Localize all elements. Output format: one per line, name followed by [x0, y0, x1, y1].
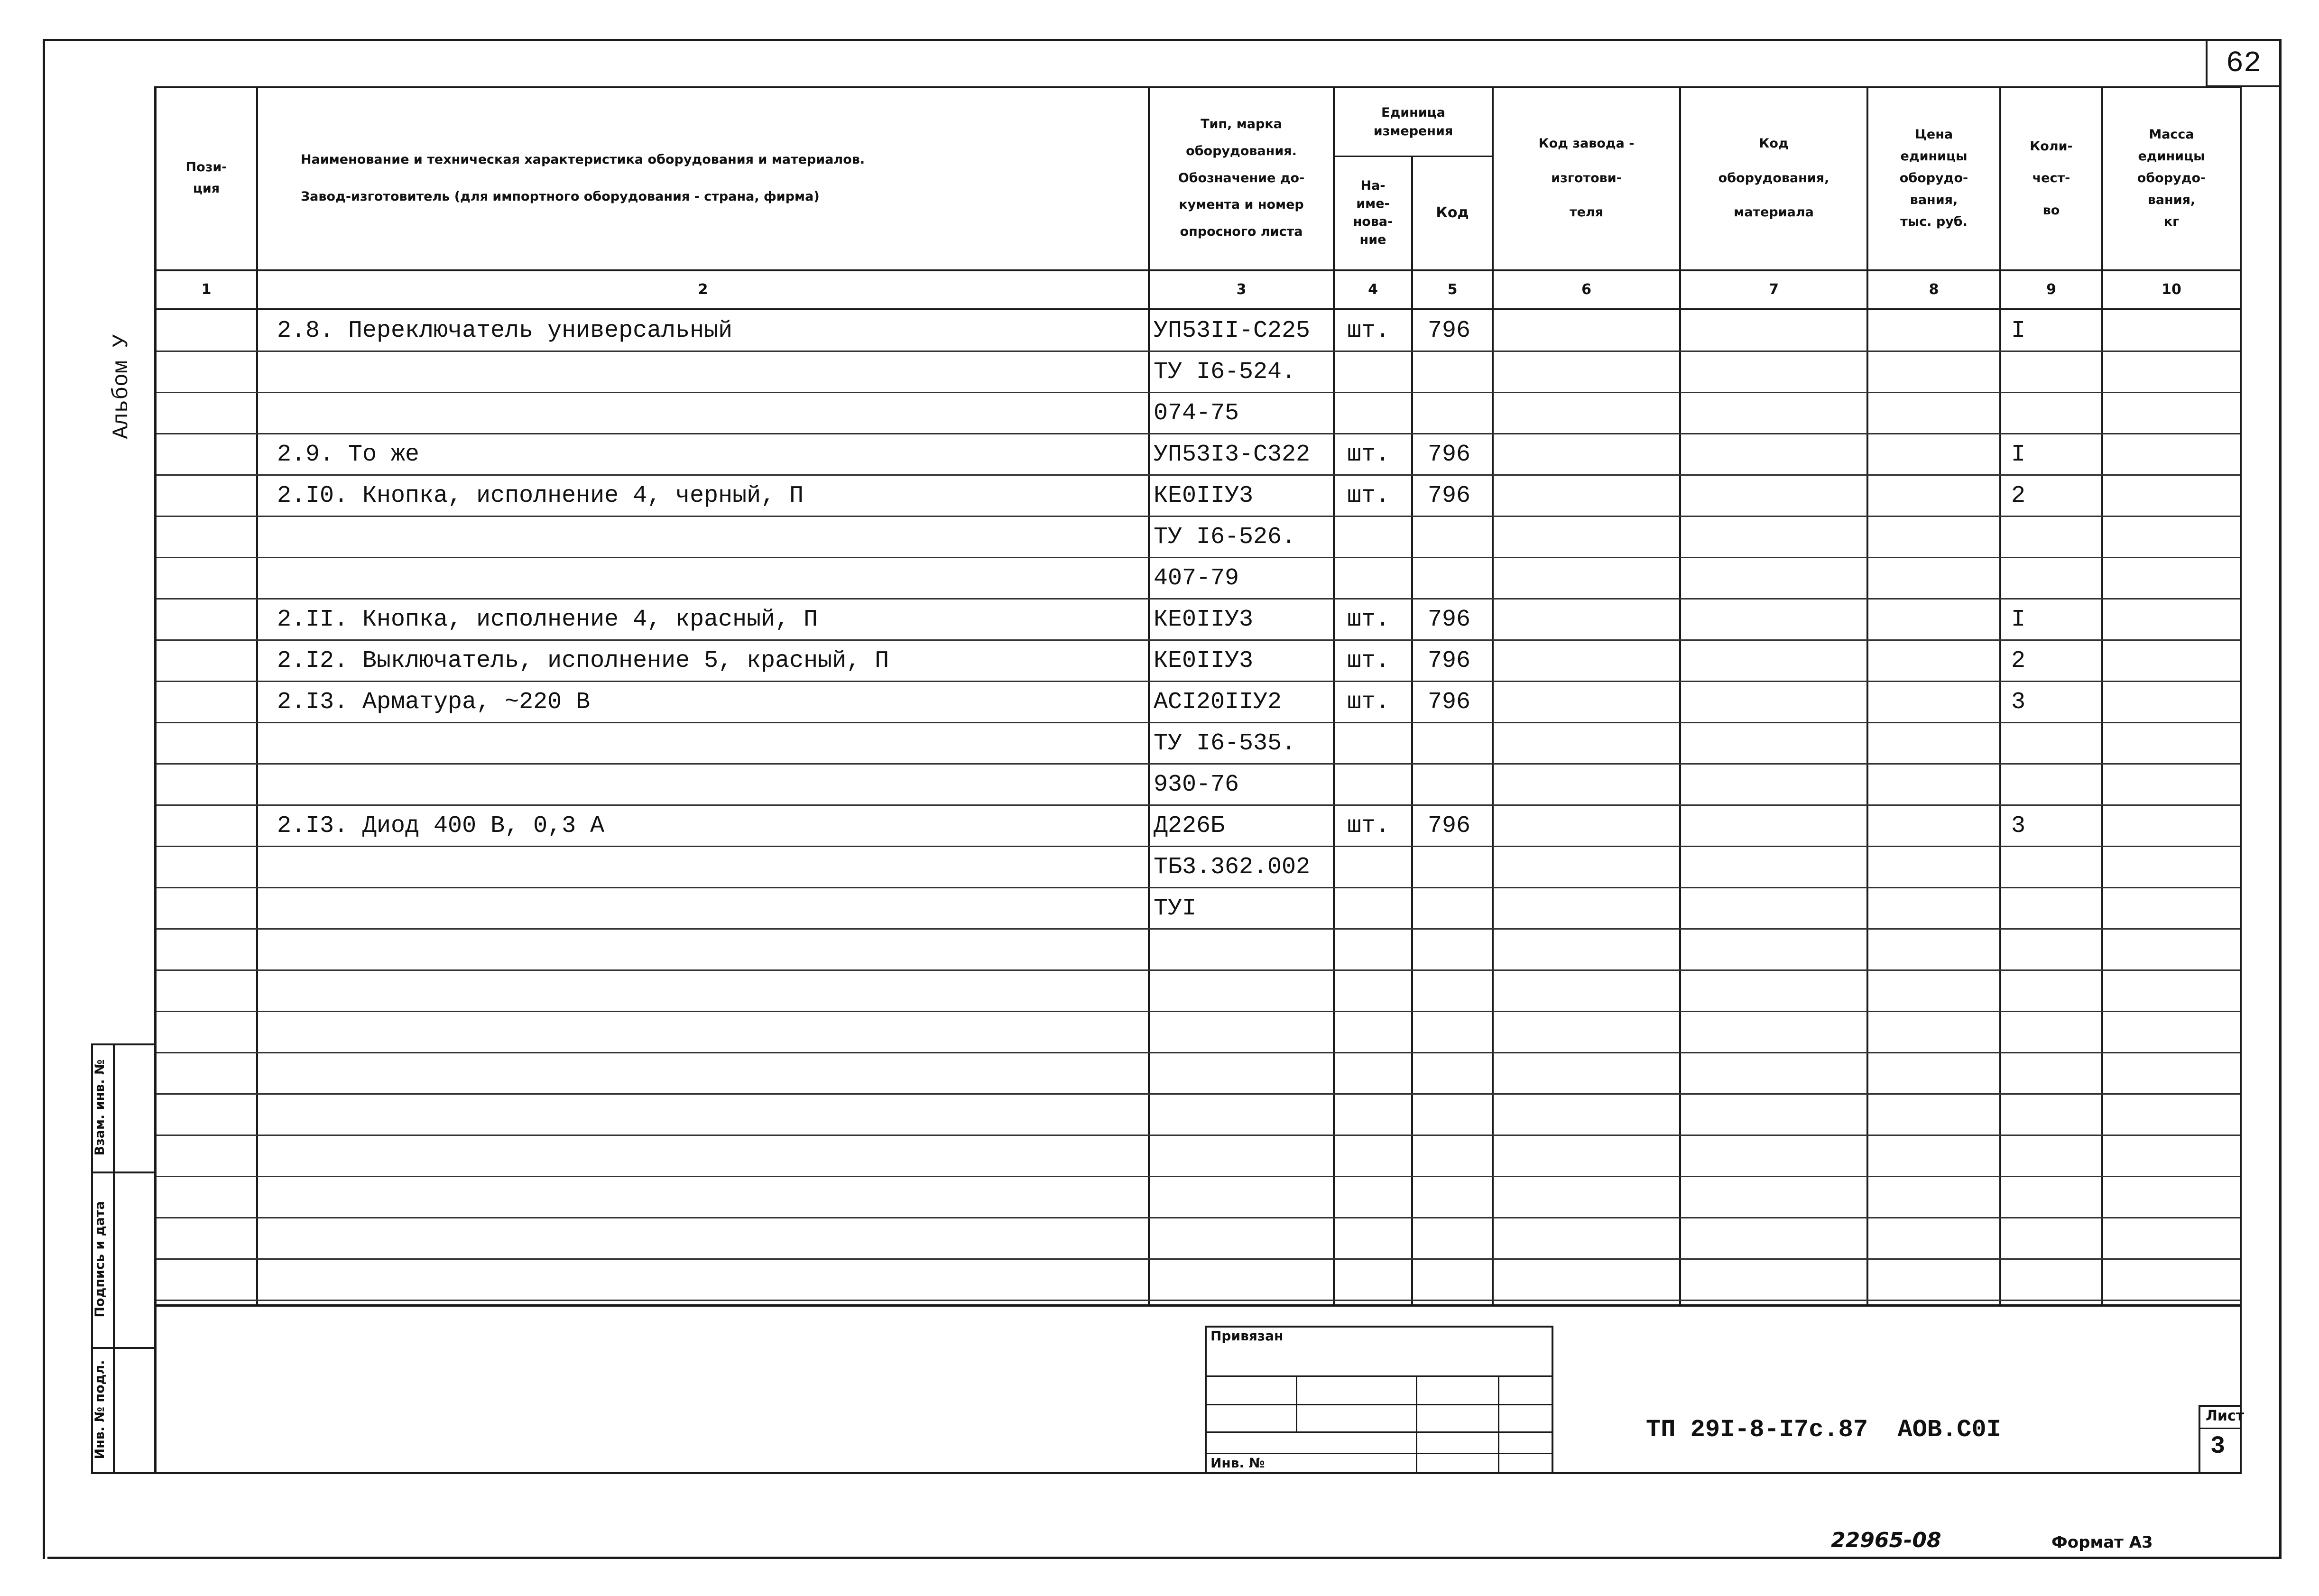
tb-v1 — [1296, 1375, 1297, 1432]
page-number-box-left — [2206, 39, 2208, 86]
row-separator — [157, 351, 2240, 352]
row-type: УП53II-С225 — [1154, 317, 1311, 344]
archive-number: 22965-08 — [1831, 1528, 1941, 1552]
col-line-3 — [1333, 86, 1335, 1305]
row-unit-code: 796 — [1428, 317, 1471, 344]
row-quantity: I — [2011, 606, 2026, 633]
row-unit-code: 796 — [1428, 482, 1471, 509]
stamp-bottom — [91, 1472, 155, 1474]
colnum-10: 10 — [2162, 281, 2181, 298]
row-unit: шт. — [1347, 317, 1390, 344]
row-type: 407-79 — [1154, 565, 1239, 592]
row-unit: шт. — [1347, 482, 1390, 509]
row-type: 074-75 — [1154, 400, 1239, 427]
colnum-1: 1 — [201, 281, 212, 298]
row-separator — [157, 598, 2240, 600]
row-separator — [157, 392, 2240, 393]
row-type: ТБ3.362.002 — [1154, 854, 1311, 881]
bottom-strip-right — [2240, 1304, 2242, 1474]
stamp-divider — [113, 1043, 115, 1474]
row-separator — [157, 763, 2240, 765]
row-name: 2.I0. Кнопка, исполнение 4, черный, П — [277, 482, 804, 509]
document-code: ТП 29I-8-I7с.87 АОВ.С0I — [1646, 1416, 2001, 1444]
row-type: ТУ I6-524. — [1154, 359, 1296, 386]
row-separator — [157, 681, 2240, 682]
header-position: Пози- ция — [185, 160, 227, 196]
col-line-2 — [1148, 86, 1150, 1305]
row-quantity: I — [2011, 317, 2026, 344]
row-type: 930-76 — [1154, 771, 1239, 798]
header-type: Тип, марка оборудования. Обозначение до- кумента и номер опросного листа — [1178, 117, 1305, 240]
row-separator — [157, 1093, 2240, 1095]
row-name: 2.8. Переключатель универсальный — [277, 317, 733, 344]
colnum-5: 5 — [1447, 281, 1458, 298]
col-line-8 — [1999, 86, 2001, 1305]
header-name: Наименование и техническая характеристика оборудования и материалов. Завод-изготовитель (для импортного оборудования - страна, фирма) — [301, 152, 865, 204]
row-unit: шт. — [1347, 441, 1390, 468]
header-price: Цена единицы оборудо- вания, тыс. руб. — [1899, 127, 1968, 229]
row-name: 2.II. Кнопка, исполнение 4, красный, П — [277, 606, 818, 633]
row-unit-code: 796 — [1428, 689, 1471, 716]
colnum-4: 4 — [1368, 281, 1378, 298]
tb-right — [1552, 1326, 1553, 1474]
row-unit: шт. — [1347, 689, 1390, 716]
col-line-1 — [256, 86, 258, 1305]
header-equip-code: Код оборудования, материала — [1718, 136, 1829, 220]
row-type: ТУI — [1154, 895, 1197, 922]
stamp-vzam: Взам. инв. № — [92, 1059, 107, 1156]
row-separator — [157, 1011, 2240, 1012]
header-unit-name: На- име- нова- ние — [1353, 178, 1393, 247]
sheet-box-top — [2199, 1405, 2241, 1407]
colnum-6: 6 — [1581, 281, 1591, 298]
stamp-sep-1 — [91, 1172, 155, 1173]
row-name: 2.I3. Диод 400 В, 0,3 А — [277, 812, 605, 840]
row-type: КЕ0IIУ3 — [1154, 647, 1254, 674]
header-mfr-code: Код завода - изготови- теля — [1538, 136, 1635, 220]
row-unit-code: 796 — [1428, 647, 1471, 674]
row-quantity: I — [2011, 441, 2026, 468]
row-name: 2.I2. Выключатель, исполнение 5, красный, П — [277, 647, 889, 674]
row-unit: шт. — [1347, 812, 1390, 840]
sheet-box-left — [2199, 1405, 2200, 1474]
row-separator — [157, 846, 2240, 847]
tb-h3 — [1205, 1431, 1553, 1433]
row-separator — [157, 1300, 2240, 1301]
row-unit-code: 796 — [1428, 606, 1471, 633]
col-line-6 — [1679, 86, 1681, 1305]
sheet-label: Лист — [2206, 1408, 2245, 1424]
row-type: УП53I3-С322 — [1154, 441, 1311, 468]
stamp-inv: Инв. № подл. — [92, 1360, 107, 1459]
row-unit-code: 796 — [1428, 812, 1471, 840]
row-separator — [157, 474, 2240, 476]
row-type: КЕ0IIУ3 — [1154, 606, 1254, 633]
row-separator — [157, 1135, 2240, 1136]
tb-v2 — [1416, 1375, 1417, 1474]
row-name: 2.9. То же — [277, 441, 420, 468]
tb-top — [1205, 1326, 1553, 1328]
col-line-5 — [1492, 86, 1494, 1305]
tb-v3 — [1498, 1375, 1499, 1474]
row-type: АСI20IIУ2 — [1154, 689, 1282, 716]
row-separator — [157, 804, 2240, 806]
row-separator — [157, 639, 2240, 641]
row-quantity: 3 — [2011, 812, 2026, 840]
row-type: КЕ0IIУ3 — [1154, 482, 1254, 509]
row-separator — [157, 1258, 2240, 1260]
format-label: Формат А3 — [2051, 1533, 2153, 1552]
table-bottom — [154, 1304, 2241, 1307]
row-unit: шт. — [1347, 647, 1390, 674]
row-separator — [157, 433, 2240, 434]
row-separator — [157, 928, 2240, 930]
row-quantity: 3 — [2011, 689, 2026, 716]
tb-privyazan: Привязан — [1210, 1328, 1284, 1344]
bottom-strip-bottom — [154, 1472, 2241, 1474]
colnum-2: 2 — [698, 281, 708, 298]
row-quantity: 2 — [2011, 482, 2026, 509]
row-type: Д226Б — [1154, 812, 1225, 840]
colnum-8: 8 — [1929, 281, 1939, 298]
col-line-7 — [1866, 86, 1868, 1305]
outer-border-bottom — [47, 1557, 2282, 1559]
sheet-number: 3 — [2210, 1432, 2226, 1460]
page-number: 62 — [2226, 46, 2262, 80]
header-qty: Коли- чест- во — [2030, 138, 2073, 218]
colnum-7: 7 — [1769, 281, 1779, 298]
col-line-10 — [2240, 86, 2242, 1305]
row-separator — [157, 969, 2240, 971]
unit-group-divider — [1333, 156, 1492, 157]
row-quantity: 2 — [2011, 647, 2026, 674]
colnum-3: 3 — [1236, 281, 1247, 298]
tb-left — [1205, 1326, 1207, 1474]
tb-inv-no: Инв. № — [1210, 1455, 1265, 1471]
row-type: ТУ I6-535. — [1154, 730, 1296, 757]
header-mass: Масса единицы оборудо- вания, кг — [2137, 127, 2206, 229]
col-line-4 — [1411, 157, 1413, 1305]
row-type: ТУ I6-526. — [1154, 524, 1296, 551]
stamp-podpis: Подпись и дата — [92, 1201, 107, 1318]
row-separator — [157, 557, 2240, 558]
outer-border-right — [2279, 39, 2282, 1559]
header-unit-group: Единица измерения — [1373, 105, 1453, 138]
row-unit: шт. — [1347, 606, 1390, 633]
outer-border-left — [43, 39, 45, 1559]
row-separator — [157, 887, 2240, 888]
header-unit-code: Код — [1436, 204, 1469, 221]
row-separator — [157, 1176, 2240, 1177]
sheet-box-mid — [2199, 1428, 2241, 1429]
album-label: Альбом У — [109, 334, 134, 439]
col-line-9 — [2101, 86, 2103, 1305]
row-unit-code: 796 — [1428, 441, 1471, 468]
tb-h4 — [1205, 1453, 1553, 1454]
row-separator — [157, 1052, 2240, 1053]
row-separator — [157, 516, 2240, 517]
colnum-9: 9 — [2046, 281, 2056, 298]
row-name: 2.I3. Арматура, ~220 В — [277, 689, 591, 716]
tb-h2 — [1205, 1404, 1553, 1405]
row-separator — [157, 1217, 2240, 1218]
tb-h1 — [1205, 1375, 1553, 1377]
colnum-bottom — [154, 308, 2241, 310]
row-separator — [157, 722, 2240, 723]
outer-border-top — [43, 39, 2282, 41]
